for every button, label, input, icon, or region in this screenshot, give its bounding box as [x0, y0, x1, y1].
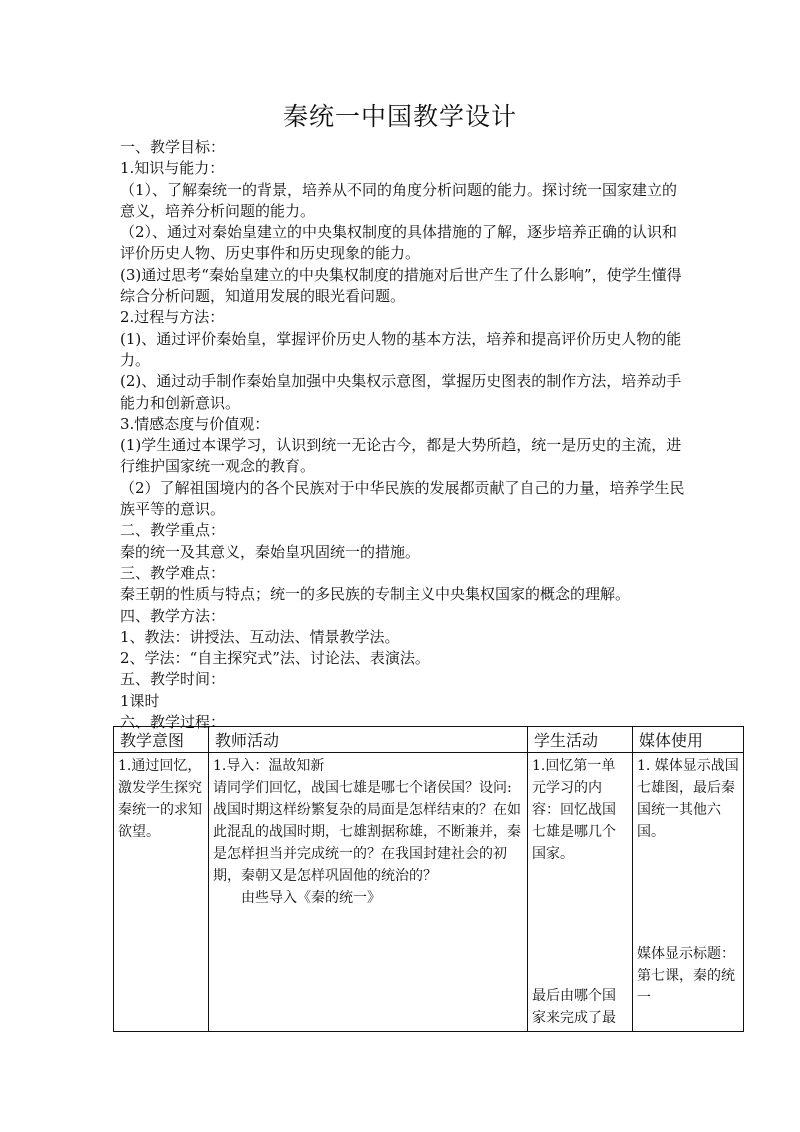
paragraph: （1）、了解秦统一的背景，培养从不同的角度分析问题的能力。探讨统一国家建立的意义，培养分析问题的能力。	[120, 180, 678, 220]
paragraph: (1)学生通过本课学习，认识到统一无论古今，都是大势所趋，统一是历史的主流，进行维护国家统一观念的教育。	[120, 436, 682, 476]
paragraph: 1、教法：讲授法、互动法、情景教学法。	[120, 627, 400, 646]
subsection-heading: 1.知识与能力：	[120, 159, 225, 178]
section-heading: 五、教学时间：	[120, 670, 226, 689]
paragraph: 秦的统一及其意义，秦始皇巩固统一的措施。	[120, 542, 421, 561]
section-heading: 三、教学难点：	[120, 563, 226, 582]
cell-intent	[114, 753, 209, 1032]
header-student: 学生活动	[528, 727, 633, 753]
section-heading: 六、教学过程：	[120, 713, 226, 732]
paragraph: (1)、通过评价秦始皇，掌握评价历史人物的基本方法，培养和提高评价历史人物的能力。	[120, 329, 682, 369]
subsection-heading: 3.情感态度与价值观：	[120, 414, 270, 433]
paragraph: 1课时	[120, 691, 160, 710]
media-text-2: 媒体显示标题：第七课，秦的统一	[637, 946, 735, 1006]
spacer	[532, 865, 628, 985]
section-heading: 一、教学目标：	[120, 138, 226, 156]
paragraph: （2）了解祖国境内的各个民族对于中华民族的发展都贡献了自己的力量，培养学生民族平等的意识。	[120, 478, 685, 519]
paragraph: 秦王朝的性质与特点；统一的多民族的专制主义中央集权国家的概念的理解。	[120, 585, 631, 604]
teacher-intro: 1.导入：温故知新	[213, 758, 325, 774]
media-text-1: 1. 媒体显示战国七雄图，最后秦国统一其他六国。	[637, 758, 739, 840]
paragraph: (2)、通过动手制作秦始皇加强中央集权示意图，掌握历史图表的制作方法，培养动手能力和创新意识。	[120, 372, 682, 412]
header-teacher: 教师活动	[209, 727, 528, 753]
page-title: 秦统一中国教学设计	[282, 102, 517, 131]
process-table	[113, 726, 744, 1032]
cell-student	[528, 753, 633, 1032]
paragraph: （2）、通过对秦始皇建立的中央集权制度的具体措施的了解，逐步培养正确的认识和评价历史人物、历史事件和历史现象的能力。	[120, 223, 678, 263]
document-body	[120, 137, 685, 733]
spacer	[637, 843, 739, 943]
header-media: 媒体使用	[633, 727, 744, 753]
student-text-1: 1.回忆第一单元学习的内容：回忆战国七雄是哪几个国家。	[532, 758, 616, 862]
paragraph: (3)通过思考“秦始皇建立的中央集权制度的措施对后世产生了什么影响”，使学生懂得综合分析问题，知道用发展的眼光看问题。	[120, 265, 682, 306]
header-intent: 教学意图	[114, 727, 209, 753]
table-row	[114, 753, 744, 1032]
cell-media	[633, 753, 744, 1032]
cell-teacher	[209, 753, 528, 1032]
subsection-heading: 2.过程与方法：	[120, 308, 225, 327]
teacher-body: 请同学们回忆，战国七雄是哪七个诸侯国？设问:战国时期这样纷繁复杂的局面是怎样结束的？在如此混乱的战国时期，七雄割据称雄，不断兼并，秦是怎样担当并完成统一的？在我国封建社会的初期，秦朝又是怎样巩固他的统治的？	[213, 780, 521, 884]
intent-text: 1.通过回忆，激发学生探究秦统一的求知欲望。	[118, 758, 202, 840]
student-text-2: 最后由哪个国家来完成了最	[532, 988, 616, 1026]
paragraph: 2、学法：“自主探究式”法、讨论法、表演法。	[120, 649, 430, 668]
section-heading: 四、教学方法：	[120, 606, 226, 625]
table-header-row	[114, 727, 744, 753]
teacher-lead: 由些导入《秦的统一》	[241, 890, 381, 906]
section-heading: 二、教学重点：	[120, 521, 226, 540]
